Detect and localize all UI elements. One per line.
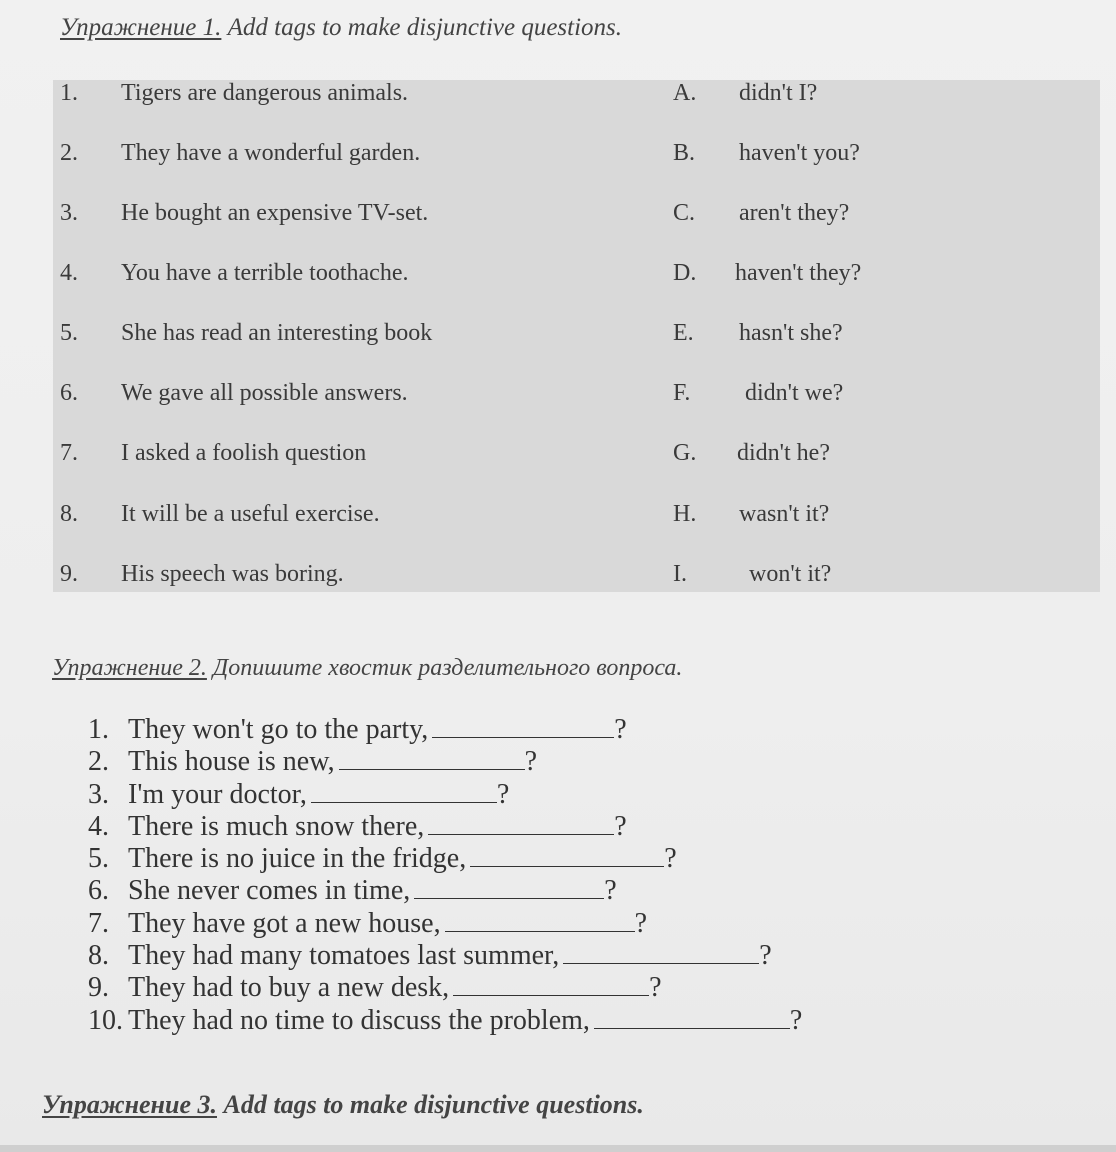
item-text: There is no juice in the fridge,	[128, 843, 467, 875]
item-text: This house is new,	[128, 746, 335, 778]
row-number: 4.	[60, 260, 78, 286]
exercise-3-label: Упражнение 3.	[42, 1090, 217, 1119]
row-tag: didn't he?	[737, 440, 830, 466]
row-tag: didn't I?	[739, 80, 818, 106]
row-tag: hasn't she?	[739, 320, 843, 346]
row-sentence: We gave all possible answers.	[121, 380, 408, 406]
row-sentence: I asked a foolish question	[121, 440, 367, 466]
row-number: 7.	[60, 440, 78, 466]
exercise-2-list	[88, 714, 908, 1037]
list-item	[88, 746, 908, 778]
exercise-1-row	[53, 80, 1100, 120]
item-text: She never comes in time,	[128, 875, 411, 907]
answer-blank[interactable]	[428, 814, 614, 835]
question-mark: ?	[524, 746, 538, 778]
row-sentence: They have a wonderful garden.	[121, 140, 421, 166]
answer-blank[interactable]	[453, 975, 649, 996]
row-number: 5.	[60, 320, 78, 346]
row-tag: won't it?	[749, 561, 832, 587]
question-mark: ?	[496, 778, 510, 810]
list-item	[88, 875, 908, 907]
answer-blank[interactable]	[594, 1008, 790, 1029]
item-text: They have got a new house,	[128, 907, 441, 939]
answer-blank[interactable]	[432, 717, 614, 738]
exercise-1-title	[60, 14, 622, 42]
row-number: 3.	[60, 200, 78, 226]
row-letter: A.	[673, 80, 697, 106]
answer-blank[interactable]	[311, 782, 497, 803]
exercise-3-title	[42, 1090, 644, 1120]
exercise-1-row	[53, 320, 1100, 360]
item-number: 2.	[88, 746, 109, 778]
list-item	[88, 714, 908, 746]
row-number: 1.	[60, 80, 78, 106]
answer-blank[interactable]	[414, 878, 604, 899]
item-text: They had no time to discuss the problem,	[128, 1004, 590, 1036]
row-tag: wasn't it?	[739, 501, 830, 527]
row-tag: haven't you?	[739, 140, 860, 166]
item-text: I'm your doctor,	[128, 778, 307, 810]
row-letter: G.	[673, 440, 697, 466]
exercise-1-row	[53, 380, 1100, 420]
question-mark: ?	[649, 972, 662, 1004]
row-sentence: It will be a useful exercise.	[121, 501, 380, 527]
answer-blank[interactable]	[470, 846, 664, 867]
item-number: 8.	[88, 940, 109, 972]
row-tag: aren't they?	[739, 200, 850, 226]
item-text: They had many tomatoes last summer,	[128, 940, 560, 972]
row-tag: didn't we?	[745, 380, 844, 406]
item-text: They won't go to the party,	[128, 714, 429, 745]
row-sentence: She has read an interesting book	[121, 320, 433, 346]
row-letter: I.	[673, 561, 687, 587]
row-sentence: He bought an expensive TV-set.	[121, 200, 429, 226]
exercise-1-row	[53, 561, 1100, 601]
question-mark: ?	[604, 875, 617, 907]
answer-blank[interactable]	[563, 943, 759, 964]
exercise-3-instruction: Add tags to make disjunctive questions.	[223, 1090, 644, 1119]
row-letter: C.	[673, 200, 696, 226]
question-mark: ?	[614, 714, 627, 745]
item-number: 7.	[88, 907, 109, 939]
question-mark: ?	[789, 1004, 803, 1036]
exercise-2-title	[52, 655, 682, 682]
row-number: 6.	[60, 380, 78, 406]
list-item	[88, 908, 908, 940]
row-letter: B.	[673, 140, 696, 166]
item-number: 5.	[88, 843, 109, 875]
row-number: 8.	[60, 501, 78, 527]
exercise-1-row	[53, 501, 1100, 541]
item-number: 10.	[88, 1004, 123, 1036]
item-number: 9.	[88, 972, 109, 1004]
item-number: 4.	[88, 810, 109, 842]
exercise-2-label: Упражнение 2.	[52, 655, 207, 681]
exercise-2-instruction: Допишите хвостик разделительного вопроса.	[212, 655, 683, 681]
exercise-1-row	[53, 140, 1100, 180]
answer-blank[interactable]	[339, 749, 525, 770]
row-sentence: You have a terrible toothache.	[121, 260, 409, 286]
item-number: 6.	[88, 875, 109, 907]
list-item	[88, 972, 908, 1004]
item-text: They had to buy a new desk,	[128, 972, 450, 1004]
row-letter: H.	[673, 501, 697, 527]
exercise-1-instruction: Add tags to make disjunctive questions.	[227, 14, 623, 41]
list-item	[88, 779, 908, 811]
row-number: 2.	[60, 140, 78, 166]
row-sentence: His speech was boring.	[121, 561, 344, 587]
item-number: 3.	[88, 778, 109, 810]
list-item	[88, 843, 908, 875]
question-mark: ?	[614, 810, 627, 842]
list-item	[88, 811, 908, 843]
row-letter: F.	[673, 380, 691, 406]
row-tag: haven't they?	[735, 260, 862, 286]
exercise-1-row	[53, 440, 1100, 480]
exercise-1-row	[53, 200, 1100, 240]
question-mark: ?	[664, 843, 677, 875]
question-mark: ?	[634, 907, 648, 939]
answer-blank[interactable]	[445, 911, 635, 932]
question-mark: ?	[759, 940, 772, 972]
row-letter: D.	[673, 260, 697, 286]
item-text: There is much snow there,	[128, 810, 425, 842]
page-bottom-edge	[0, 1145, 1116, 1152]
row-sentence: Tigers are dangerous animals.	[121, 80, 409, 106]
exercise-1-label: Упражнение 1.	[60, 14, 222, 41]
exercise-1-row	[53, 260, 1100, 300]
item-number: 1.	[88, 714, 109, 745]
row-number: 9.	[60, 561, 78, 587]
list-item	[88, 1005, 908, 1037]
row-letter: E.	[673, 320, 694, 346]
list-item	[88, 940, 908, 972]
